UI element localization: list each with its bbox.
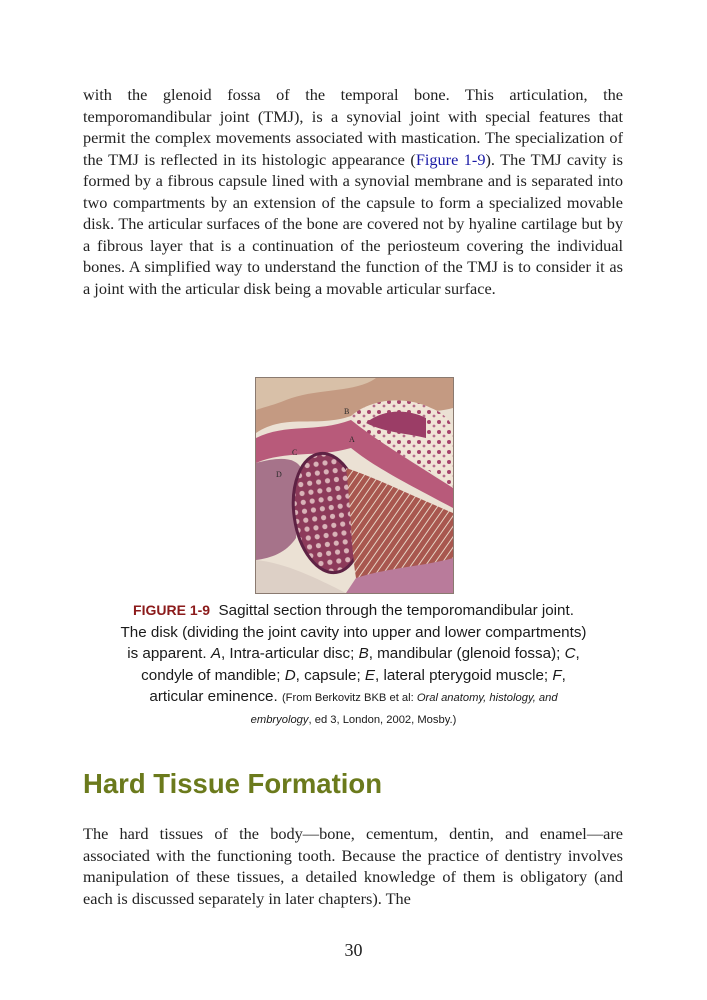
figure-1-9-link[interactable]: Figure 1-9: [415, 149, 486, 169]
legend-letter: F: [552, 666, 562, 684]
legend-letter: A: [210, 645, 221, 663]
legend-letter: D: [284, 666, 296, 684]
legend-entry: E, lateral pterygoid muscle;: [364, 666, 553, 684]
legend-text: Intra-articular disc;: [229, 645, 359, 663]
legend-entry: F, articular eminence.: [149, 666, 566, 706]
page-number: 30: [344, 940, 363, 960]
legend-text: capsule;: [304, 666, 365, 684]
legend-text: mandibular (glenoid fossa);: [377, 645, 565, 663]
legend-entry: C, condyle of mandible;: [141, 645, 580, 684]
para1-text-start: with the glenoid fossa of the temporal bone. This articulation, the temporomandibular joint (TMJ), is a synovial joint with special features that permit the complex movements associated with mastication. The specialization of the TMJ is reflected in its histologic appearance (: [83, 85, 623, 169]
figure-1-9-image: [255, 377, 454, 594]
source-title: Oral anatomy, histology, and embryology: [250, 692, 558, 727]
figure-caption: [120, 600, 587, 730]
legend-text: articular eminence.: [149, 688, 278, 706]
legend-letter: C: [564, 645, 576, 663]
caption-main: Sagittal section through the temporomandibular joint. The disk (dividing the joint cavity into upper and lower compartments) is apparent.: [120, 602, 587, 663]
histology-illustration: [256, 378, 453, 593]
source-prefix: (From Berkovitz BKB et al:: [281, 692, 417, 705]
legend-text: condyle of mandible;: [141, 666, 285, 684]
figure-letter-a: A: [349, 435, 355, 444]
figure-letter-b: B: [344, 407, 350, 416]
legend-entry: A, Intra-articular disc;: [210, 645, 359, 663]
figure-label: FIGURE 1-9: [133, 602, 211, 618]
legend-letter: B: [358, 645, 369, 663]
legend-letter: E: [364, 666, 376, 684]
figure-letter-c: C: [292, 448, 298, 457]
caption-source: [251, 692, 558, 726]
body-paragraph-hard-tissue: The hard tissues of the body—bone, cementum, dentin, and enamel—are associated with the functioning tooth. Because the practice of dentistry involves manipulation of these tissues, a detailed knowledge of them is obligatory (and each is discussed separately in later chapters). The: [83, 824, 623, 908]
section-heading: Hard Tissue Formation: [83, 768, 382, 799]
legend-entry: D, capsule;: [284, 666, 365, 684]
body-paragraph-tmj: [83, 84, 623, 299]
legend-entry: B, mandibular (glenoid fossa);: [358, 645, 565, 663]
legend-text: lateral pterygoid muscle;: [383, 666, 553, 684]
source-suffix: , ed 3, London, 2002, Mosby.): [308, 714, 457, 727]
figure-letter-d: D: [276, 470, 282, 479]
para1-text-end: ). The TMJ cavity is formed by a fibrous capsule lined with a synovial membrane and is separated into two compartments by an extension of the capsule to form a specialized movable disk. The articular surfaces of the bone are covered not by hyaline cartilage but by a fibrous layer that is a continuation of the periosteum covering the individual bones. A simplified way to understand the function of the TMJ is to consider it as a joint with the articular disk being a movable articular surface.: [83, 149, 623, 298]
